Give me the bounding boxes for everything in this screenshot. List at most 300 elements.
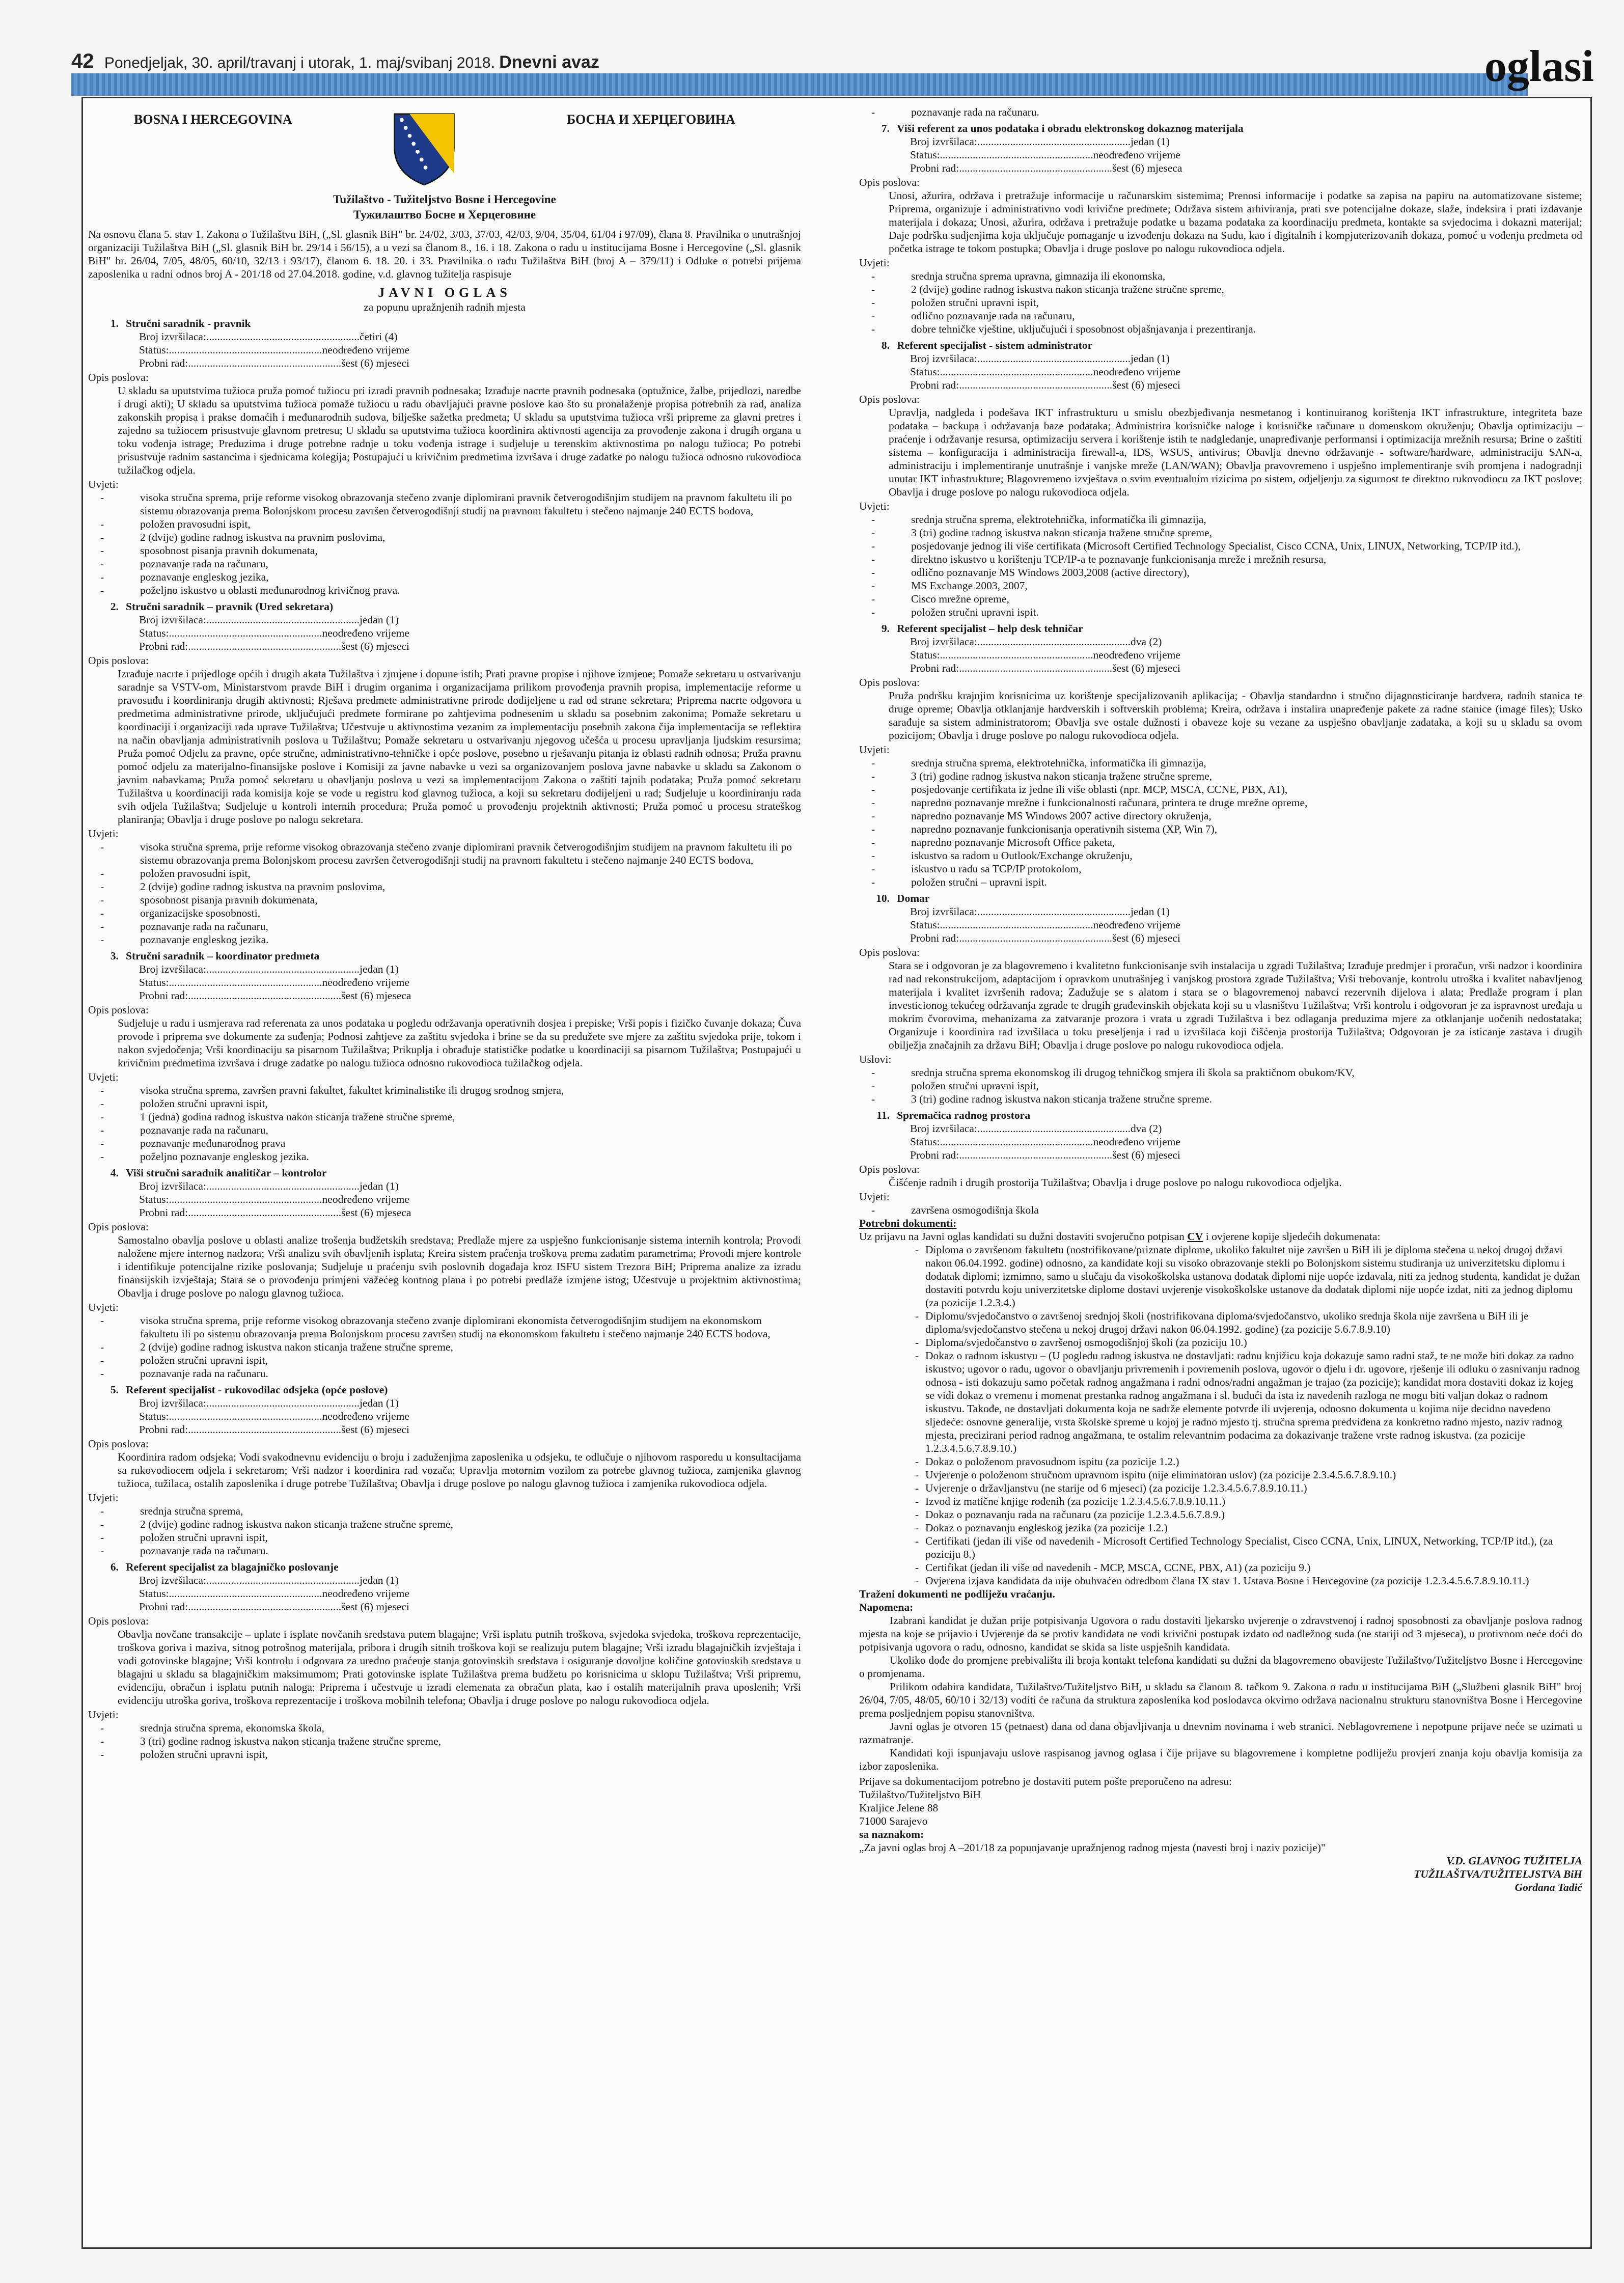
condition-item: - iskustvo u radu sa TCP/IP protokolom, <box>859 862 1582 875</box>
duties-text: Koordinira radom odsjeka; Vodi svakodnevnu evidenciju o broju i zaduženjima zaposlenika u odsjeku, te odlučuje o njihovom rasporedu u konsultacijama sa rukovodiocem odjela i sekretarom; Vrši nadzor i koordinira rad vozača; Upravlja motornim vozilom za potrebe glavnog tužioca, zamjenika glavnog tužioca, tužilaca, ostalih zaposlenika i druge potrebe Tužilaštva; Obavlja i druge poslove po nalogu glavnog tužioca i zamjenika rukovodioca odjela. <box>118 1451 801 1490</box>
position-count-value: jedan (1) <box>1130 135 1170 148</box>
address-line: Tužilaštvo/Tužiteljstvo BiH <box>859 1789 981 1801</box>
ad-subtitle: za popunu upražnjenih radnih mjesta <box>364 301 526 314</box>
note-paragraph: Ukoliko dođe do promjene prebivališta ili broja kontakt telefona kandidati su dužni da blagovremeno obavijeste Tužilaštvo/Tužiteljstvo Bosne i Hercegovine o promjenama. <box>859 1654 1582 1680</box>
position-status-value: neodređeno vrijeme <box>322 627 409 640</box>
leader-dots: ........................................................ <box>169 344 322 356</box>
job-ad <box>81 97 1592 2249</box>
position-probation-value: šest (6) mjeseci <box>1112 662 1180 674</box>
position-number: 7. <box>881 122 890 134</box>
leader-dots: ........................................................ <box>940 1136 1093 1148</box>
position-status-value: neodređeno vrijeme <box>322 1410 409 1423</box>
leader-dots: ........................................................ <box>206 331 360 343</box>
position-count <box>859 135 1582 148</box>
condition-item: - sposobnost pisanja pravnih dokumenata, <box>88 544 801 557</box>
issue-date: Ponedjeljak, 30. april/travanj i utorak, 1. maj/svibanj 2018. <box>104 54 495 71</box>
leader-dots: ........................................................ <box>188 989 342 1002</box>
position-status-value: neodređeno vrijeme <box>1093 649 1180 661</box>
document-item: - Izvod iz matične knjige rođenih (za pozicije 1.2.3.4.5.6.7.8.9.10.11.) <box>859 1495 1582 1508</box>
position-heading <box>859 622 1582 635</box>
duties-text: Obavlja novčane transakcije – uplate i isplate novčanih sredstava putem blagajne; Vrši isplatu putnih troškova, svjedoka svjedoka, troškova reprezentacije, troškova goriva i maziva, sitnog potrošnog materijala, pribora i drugih sitnih troškova koji se realizuju putem blagajne; Vrši izradu blagajničkih izvještaja i vodi gotovinske blagajne; Vrši kontrolu i odgovara za uredno praćenje stanja gotovinskih sredstava i osiguranje dovoljne količine gotovinskih sredstava u blagajni u skladu sa blagajničkim maksimumom; Prati gotovinske isplate Tužilaštva prema budžetu po korisnicima u sklopu Tužilaštva; Vrši pripremu, evidenciju, obračun i isplatu putnih naloga; Priprema i učestvuje u izradi elemenata za obračun plata, kao i ostalih materijalnih prava uposlenih; Vrši evidenciju utroška goriva, troškova reprezentacije i troškova mobilnih telefona; Obavlja i druge poslove po nalogu rukovodioca odjela. <box>118 1628 801 1707</box>
condition-item: - poznavanje rada na računaru. <box>88 1367 801 1380</box>
condition-item: - položen stručni upravni ispit, <box>88 1748 801 1761</box>
position-status <box>859 918 1582 931</box>
position-status-label: Status: <box>910 366 940 378</box>
position-probation-label: Probni rad: <box>139 1423 188 1436</box>
conditions-list <box>859 1066 1582 1106</box>
legal-basis: Na osnovu člana 5. stav 1. Zakona o Tužilaštvu BiH, („Sl. glasnik BiH" br. 24/02, 3/03, 37/03, 42/03, 9/04, 35/04, 61/04 i 97/09), člana 8. Pravilnika o unutrašnjoj organizaciji Tužilaštva BiH („Sl. glasnik BiH br. 29/14 i 56/15), a u vezi sa članom 8., 16. i 18. Zakona o radu u institucijama Bosne i Hercegovine („Sl. glasnik BiH" br. 26/04, 7/05, 48/05, 60/10, 32/13 i 93/17), članom 6. 18. 20. i 33. Pravilnika o radu Tužilaštva BiH (broj A – 379/11) i Odluke o potrebi prijema zaposlenika u radni odnos broj A - 201/18 od 27.04.2018. godine, v.d. glavnog tužitelja raspisuje <box>88 228 801 280</box>
condition-item: - 3 (tri) godine radnog iskustva nakon sticanja tražene stručne spreme, <box>859 769 1582 783</box>
position-status <box>859 648 1582 662</box>
position-status <box>859 365 1582 378</box>
position-count-label: Broj izvršilaca: <box>139 1574 206 1587</box>
institution-latin: Tužilaštvo - Tužiteljstvo Bosne i Hercegovine <box>333 193 556 206</box>
position-heading <box>859 892 1582 905</box>
section-title: oglasi <box>1484 42 1594 91</box>
conditions-list <box>859 756 1582 889</box>
page-header <box>71 41 1594 92</box>
condition-item: - dobre tehničke vještine, uključujući i sposobnost objašnjavanja i prezentiranja. <box>859 322 1582 336</box>
leader-dots: ........................................................ <box>169 627 322 640</box>
document-item: - Certifikati (jedan ili više od navedenih - Microsoft Certified Technology Specialist, Cisco CCNA, Unix, LINUX, Networking, TCP/IP itd.), (za poziciju 8.) <box>859 1534 1582 1561</box>
position-count-value: jedan (1) <box>359 1574 399 1587</box>
position-count <box>88 613 801 626</box>
conditions-list <box>859 1203 1582 1217</box>
position-count <box>88 330 801 343</box>
position-title: Domar <box>897 892 930 904</box>
conditions-list <box>88 1504 801 1557</box>
condition-item: - visoka stručna sprema, prije reforme visokog obrazovanja stečeno zvanje diplomirani ekonomista četverogodišnjim studijem na ekonomskom fakultetu ili po sistemu obrazovanja prema Bolonjskom procesu završen studij na ekonomskom fakultetu i stečeno najmanje 240 ECTS bodova, <box>88 1314 801 1340</box>
position-count-label: Broj izvršilaca: <box>139 963 206 976</box>
position-probation <box>859 931 1582 945</box>
position-probation-label: Probni rad: <box>910 932 959 944</box>
duties-text: Samostalno obavlja poslove u oblasti analize trošenja budžetskih sredstava; Predlaže mjere za uspješno funkcionisanje sistema internih kontrola; Provodi naložene mjere internog nadzora; Vrši analizu svih obavljenih isplata; Kreira sistem praćenja troškova prema zadatim parametrima; Provodi mjere kontrole i identifikuje potencijalne rizike poslovanja; Sudjeluje u praćenju svih poslovnih događaja kroz ISFU sistem Trezora BiH; Priprema analize za izradu finansijskih izvještaja; Stara se o provođenju primjeni važećeg kontnog plana i po potrebi predlaže izmjene istog; Učestvuje u projektnim aktivnostima; Obavlja i druge poslove po nalogu glavnog tužioca. <box>118 1234 801 1300</box>
position-probation-value: šest (6) mjeseci <box>1112 932 1180 944</box>
position-number: 9. <box>881 622 890 635</box>
condition-item: - napredno poznavanje funkcionisanja operativnih sistema (XP, Win 7), <box>859 822 1582 836</box>
condition-item: - položen stručni upravni ispit. <box>859 606 1582 619</box>
duties-text: Stara se i odgovoran je za blagovremeno i kvalitetno funkcionisanje svih instalacija u zgradi Tužilaštva; Izrađuje predmjer i proračun, vrši nadzor i koordinira rad nad rekonstrukcijom, adaptacijom i opravkom unutrašnjeg i vanjskog prostora zgrade Tužilaštva; Vrši trebovanje, kontrolu utroška i kvalitet nabavljenog materijala i kvalitet izvršenih radova; Zadužuje se s alatom i stara se o blagovremenoj nabavci rezervnih dijelova i alata; Predlaže program i plan investicionog tekućeg održavanja zgrade te drugih građevinskih objekata koji su u vlasništvu Tužilaštva; Vrši kontrolu i odgovoran je za ispravnost uređaja u mokrim čvorovima, mehanizama za zatvaranje prozora i vrata u zgradi Tužilaštva i bez odlaganja preduzima mjere za otklanjanje uočenih nedostataka; Organizuje i koordinira rad izvršilaca u toku preseljenja i rad u izvršilaca koji čišćenja prostorija Tužilaštva; Odgovoran je za isticanje zastava i drugih obilježja značajnih za državu BiH; Obavlja i druge poslove po nalogu rukovodioca odjela. <box>889 959 1582 1051</box>
condition-item: - Cisco mrežne opreme, <box>859 592 1582 606</box>
position-probation-value: šest (6) mjeseca <box>341 989 411 1002</box>
notes-heading: Napomena: <box>859 1601 914 1613</box>
position-probation-label: Probni rad: <box>910 662 959 674</box>
position-block <box>859 1109 1582 1217</box>
position-block <box>859 339 1582 619</box>
position-count <box>88 962 801 976</box>
continued-conditions <box>859 105 1582 119</box>
condition-item: - direktno iskustvo u korištenju TCP/IP-a te poznavanje funkcionisanja mreže i mrežnih resursa, <box>859 553 1582 566</box>
leader-dots: ........................................................ <box>977 352 1131 365</box>
position-count-value: jedan (1) <box>359 1397 399 1410</box>
position-count-value: jedan (1) <box>1130 905 1170 918</box>
leader-dots: ........................................................ <box>169 1193 322 1206</box>
condition-item: - poznavanje rada na računaru. <box>859 105 1582 119</box>
condition-item: - srednja stručna sprema, <box>88 1504 801 1518</box>
position-status-value: neodređeno vrijeme <box>1093 919 1180 931</box>
position-probation-value: šest (6) mjeseci <box>341 357 409 370</box>
leader-dots: ........................................................ <box>959 1149 1113 1161</box>
position-count <box>859 352 1582 365</box>
notes <box>859 1614 1582 1773</box>
position-count-label: Broj izvršilaca: <box>910 1122 977 1135</box>
position-status-value: neodređeno vrijeme <box>322 1193 409 1206</box>
institution-name <box>88 192 801 223</box>
position-block <box>88 1560 801 1761</box>
position-count <box>88 1574 801 1587</box>
position-probation <box>859 378 1582 392</box>
leader-dots: ........................................................ <box>977 1122 1131 1135</box>
position-heading <box>859 122 1582 135</box>
leader-dots: ........................................................ <box>940 366 1093 378</box>
document-item: - Dokaz o položenom pravosudnom ispitu (za pozicije 1.2.) <box>859 1455 1582 1468</box>
leader-dots: ........................................................ <box>188 357 342 370</box>
position-status <box>88 626 801 640</box>
positions-right <box>859 122 1582 1217</box>
document-item: - Dokaz o poznavanju engleskog jezika (za pozicije 1.2.) <box>859 1521 1582 1534</box>
positions-left <box>88 317 801 1761</box>
country-latin: BOSNA I HERCEGOVINA <box>134 112 292 127</box>
leader-dots: ........................................................ <box>188 1601 342 1613</box>
envelope-label: sa naznakom: <box>859 1828 924 1840</box>
condition-item: - posjedovanje jednog ili više certifikata (Microsoft Certified Technology Specialist, Cisco CCNA, Unix, LINUX, Networking, TCP/IP itd.), <box>859 539 1582 553</box>
newspaper-name: Dnevni avaz <box>499 52 599 72</box>
duties-text: Izrađuje nacrte i prijedloge općih i drugih akata Tužilaštva i zjmjene i dopune istih; Prati pravne propise i njihove izmjene; Pomaže sekretaru u ostvarivanju saradnje sa VSTV-om, Ministarstvom pravde BiH i drugim organima i organizacijama prilikom provođenja pravnih propisa, implementacije reforme u pravosuđu i koordiniranja drugih aktivnosti; Rješava predmete administrativne prirode dodijeljene u rad od strane sekretara; Priprema nacrte odgovora u predmetima administrativne prirode, uključujući predmete formirane po zahtjevima podnesenim u skladu sa posebnim zakonima; Pomaže sekretaru u koordinaciji i organizaciji rada uprave Tužilaštva; Učestvuje u aktivnostima vezanim za implementaciju posebnih zakona čija implementacija se reflektira na način obavljanja administrativnih poslova u Tužilaštvu; Pomaže sekretaru u ostvarivanju njegovog učešća u procesu upravljanja ljudskim resursima; Pruža pomoć Odjelu za pravne, opće stručne, administrativno-tehničke i opće poslove, posebno u rješavanju pitanja iz oblasti radnih odnosa; Pruža pravnu pomoć odjelu za materijalno-finansijske poslove i Komisiji za javne nabavke u vezi sa organizovanjem poslova javne nabavke u skladu sa Zakonom o javnim nabavkama; Pruža pomoć sekretaru u obavljanju poslova u vezi sa implementacijom Zakona o zaštiti tajnih podataka; Pruža pomoć sekretaru Tužilaštva u koordinaciji rada komisija koje se vode u registru kod glavnog tužioca, a koji su sekretaru dodijeljeni u rad; Sudjeluje u koordiniranju rada svih odjela Tužilaštva; Sudjeluje u kontroli internih procedura; Pruža pomoć u provođenju projektnih aktivnosti; Pruža pomoć u procesu strateškog planiranja; Obavlja i druge poslove po nalogu sekretara. <box>118 668 801 826</box>
docs-intro <box>859 1230 1582 1243</box>
conditions-label: Uslovi: <box>859 1053 892 1065</box>
conditions-label: Uvjeti: <box>859 500 890 512</box>
conditions-list <box>88 491 801 597</box>
duties-label: Opis poslova: <box>859 676 920 689</box>
send-intro: Prijave sa dokumentacijom potrebno je dostaviti putem pošte preporučeno na adresu: <box>859 1775 1232 1787</box>
condition-item: - srednja stručna sprema, elektrotehnička, informatička ili gimnazija, <box>859 756 1582 769</box>
condition-item: - napredno poznavanje MS Windows 2007 active directory okruženja, <box>859 809 1582 822</box>
position-status-label: Status: <box>910 149 940 161</box>
position-status-label: Status: <box>910 919 940 931</box>
position-heading <box>88 1166 801 1179</box>
note-paragraph: Javni oglas je otvoren 15 (petnaest) dana od dana objavljivanja u dnevnim novinama i web stranici. Neblagovremene i nepotpune prijave neće se uzimati u razmatranje. <box>859 1720 1582 1746</box>
duties-label: Opis poslova: <box>88 371 149 384</box>
condition-item: - 1 (jedna) godina radnog iskustva nakon sticanja tražene stručne spreme, <box>88 1110 801 1123</box>
position-title: Spremačica radnog prostora <box>897 1109 1030 1121</box>
condition-item: - poželjno iskustvo u oblasti međunarodnog krivičnog prava. <box>88 584 801 597</box>
duties-label: Opis poslova: <box>859 176 920 188</box>
position-heading <box>88 1560 801 1574</box>
duties-text: Pruža podršku krajnjim korisnicima uz korištenje specijalizovanih aplikacija; - Obavlja standardno i stručno dijagnosticiranje hardvera, radnih stanica te druge opreme; Obavlja otklanjanje hardverskih i softverskih problema; Kreira, održava i instalira unapređenje pakete za radne stanice (image files); Usko sarađuje sa sistem administratorom; Obavlja sve ostale dužnosti i obaveze koje su vezane za uspješno obavljanje zadataka, a koji su u skladu sa ovom pozicijom; Obavlja i druge poslove po nalogu rukovodioca odjela. <box>889 690 1582 741</box>
position-block <box>859 622 1582 889</box>
note-paragraph: Izabrani kandidat je dužan prije potpisivanja Ugovora o radu dostaviti ljekarsko uvjerenje o zdravstvenoj i radnoj sposobnosti za obavljanje poslova radnog mjesta na koje se prijavio i Uvjerenje da se protiv kandidata ne vodi krivični postupak izdato od nadležnog suda (ne stariji od 3 mjeseca), u protivnom neće doći do potpisivanja ugovora o radu, odnosno, kandidat se skida sa liste uspješnih kandidata. <box>859 1614 1582 1653</box>
position-probation <box>859 161 1582 175</box>
position-status-label: Status: <box>139 1587 169 1600</box>
position-block <box>859 122 1582 336</box>
condition-item: - poznavanje rada na računaru. <box>88 1544 801 1557</box>
conditions-label: Uvjeti: <box>859 744 890 756</box>
leader-dots: ........................................................ <box>206 1397 360 1410</box>
duties-label: Opis poslova: <box>88 1438 149 1450</box>
position-status <box>88 1193 801 1206</box>
position-status-label: Status: <box>139 1410 169 1423</box>
position-status <box>88 976 801 989</box>
position-status <box>859 148 1582 161</box>
position-count-label: Broj izvršilaca: <box>139 331 206 343</box>
condition-item: - srednja stručna sprema, ekonomska škola, <box>88 1721 801 1735</box>
position-probation-label: Probni rad: <box>139 989 188 1002</box>
position-number: 3. <box>110 950 119 962</box>
condition-item: - posjedovanje certifikata iz jedne ili više oblasti (npr. MCP, MSCA, CCNE, PBX, A1), <box>859 783 1582 796</box>
conditions-label: Uvjeti: <box>88 1301 119 1314</box>
position-probation <box>859 662 1582 675</box>
conditions-label: Uvjeti: <box>88 828 119 840</box>
leader-dots: ........................................................ <box>959 379 1113 391</box>
country-cyrillic: БОСНА И ХЕРЦЕГОВИНА <box>567 112 735 127</box>
position-count-label: Broj izvršilaca: <box>910 352 977 365</box>
conditions-label: Uvjeti: <box>88 478 119 491</box>
coat-of-arms-icon <box>391 111 457 187</box>
left-column <box>88 105 801 2240</box>
position-probation <box>859 1148 1582 1162</box>
condition-item: - iskustvo sa radom u Outlook/Exchange okruženju, <box>859 849 1582 862</box>
condition-item: - srednja stručna sprema, elektrotehnička, informatička ili gimnazija, <box>859 513 1582 526</box>
document-item: - Dokaz o poznavanju rada na računaru (za pozicije 1.2.3.4.5.6.7.8.9.) <box>859 1508 1582 1521</box>
leader-dots: ........................................................ <box>959 162 1113 174</box>
signature-name: Gordana Tadić <box>1515 1881 1582 1893</box>
duties-label: Opis poslova: <box>88 654 149 667</box>
position-block <box>88 600 801 946</box>
position-probation-label: Probni rad: <box>910 379 959 391</box>
document-item: - Ovjerena izjava kandidata da nije obuhvaćen odredbom člana IX stav 1. Ustava Bosne i Hercegovine (za pozicije 1.2.3.4.5.6.7.8.9.10.11.) <box>859 1574 1582 1587</box>
leader-dots: ........................................................ <box>206 1574 360 1587</box>
position-count-label: Broj izvršilaca: <box>910 636 977 648</box>
position-probation-value: šest (6) mjeseci <box>1112 1149 1180 1161</box>
condition-item: - 2 (dvije) godine radnog iskustva nakon sticanja tražene stručne spreme, <box>88 1518 801 1531</box>
docs-intro-tail: i ovjerene kopije sljedećih dokumenata: <box>1203 1230 1381 1243</box>
conditions-list <box>88 840 801 946</box>
leader-dots: ........................................................ <box>977 135 1131 148</box>
position-block <box>88 1383 801 1557</box>
position-status <box>88 343 801 356</box>
duties-label: Opis poslova: <box>859 393 920 405</box>
condition-item: - poznavanje rada na računaru, <box>88 557 801 570</box>
position-count-value: jedan (1) <box>1130 352 1170 365</box>
condition-item: - položen pravosudni ispit, <box>88 867 801 880</box>
condition-item: - položen stručni – upravni ispit. <box>859 875 1582 889</box>
condition-item: - položen pravosudni ispit, <box>88 517 801 531</box>
leader-dots: ........................................................ <box>188 1206 342 1219</box>
position-heading <box>88 1383 801 1396</box>
document-item: - Uvjerenje o položenom stručnom upravnom ispitu (nije eliminatoran uslov) (za pozicije 2.3.4.5.6.7.8.9.10.) <box>859 1468 1582 1481</box>
position-probation-label: Probni rad: <box>910 1149 959 1161</box>
position-count-label: Broj izvršilaca: <box>910 135 977 148</box>
condition-item: - visoka stručna sprema, prije reforme visokog obrazovanja stečeno zvanje diplomirani pravnik četverogodišnjim studijem na pravnom fakultetu ili po sistemu obrazovanja prema Bolonjskom procesu završen četverogodišnji studij na pravnom fakultetu i stečeno najmanje 240 ECTS bodova, <box>88 491 801 517</box>
position-title: Viši stručni saradnik analitičar – kontrolor <box>126 1167 327 1179</box>
document-item: - Dokaz o radnom iskustvu – (U pogledu radnog iskustva ne dostavljati: radnu knjižicu koja dokazuje samo radni staž, te ne može biti dokaz za radno iskustvo; ugovor o radu, ugovor o obavljanju privremenih i povremenih poslova, ugovor o djelu i dr. ugovore, rješenje ili odluku o zasnivanju radnog odnosa - isti dokazuju samo početak radnog angažmana i radni odnos/radni angažman je trajao (za pozicije); kandidat mora dostaviti dokaz iz kojeg se vidi dokaz o vremenu i momenat prestanka radnog angažmana i sl. budući da ista iz navedenih razloga ne mogu biti valjan dokaz o radnom iskustvu. Takođe, ne dostavljati dokumenta koja ne sadrže elemente potvrde ili uvjerenja, odnosno dokumenta u kojima nije decidno navedeno sljedeće: osnovne generalije, vrsta školske spreme u kojoj je radno mjesto tj. stručna sprema predviđena za konkretno radno mjesto, naziv radnog mjesta, precizirani period radnog angažmana, te ostalim relevantnim podacima za dokazivanje tražene vrste radnog iskustva. (za pozicije 1.2.3.4.5.6.7.8.9.10.) <box>859 1349 1582 1455</box>
position-probation-label: Probni rad: <box>139 1206 188 1219</box>
document-item: - Diplomu/svjedočanstvo o završenoj srednjoj školi (nostrifikovana diploma/svjedočanstvo, ukoliko srednja škola nije završena u BiH ili je diploma/svjedočanstvo stečena u nekoj drugoj državi nakon 06.04.1992. godine) (za pozicije 5.6.7.8.9.10) <box>859 1309 1582 1336</box>
condition-item: - poželjno poznavanje engleskog jezika. <box>88 1150 801 1163</box>
condition-item: - 2 (dvije) godine radnog iskustva nakon sticanja tražene stručne spreme, <box>88 1340 801 1354</box>
condition-item: - 2 (dvije) godine radnog iskustva nakon sticanja tražene stručne spreme, <box>859 283 1582 296</box>
position-probation-label: Probni rad: <box>139 1601 188 1613</box>
condition-item: - odlično poznavanje MS Windows 2003,2008 (active directory), <box>859 566 1582 579</box>
leader-dots: ........................................................ <box>206 963 360 976</box>
position-number: 6. <box>110 1561 119 1574</box>
position-count <box>88 1179 801 1193</box>
leader-dots: ........................................................ <box>169 1410 322 1423</box>
condition-item: - položen stručni upravni ispit, <box>88 1354 801 1367</box>
position-status <box>88 1587 801 1600</box>
position-probation <box>88 989 801 1002</box>
position-block <box>859 892 1582 1106</box>
condition-item: - poznavanje engleskog jezika. <box>88 933 801 946</box>
conditions-label: Uvjeti: <box>859 257 890 269</box>
position-heading <box>88 949 801 962</box>
condition-item: - visoka stručna sprema, prije reforme visokog obrazovanja stečeno zvanje diplomirani pravnik četverogodišnjim studijem na pravnom fakultetu ili po sistemu obrazovanja prema Bolonjskom procesu završen četverogodišnji studij na pravnom fakultetu i stečeno najmanje 240 ECTS bodova, <box>88 840 801 867</box>
condition-item: - napredno poznavanje mrežne i funkcionalnosti računara, printera te druge mrežne opreme, <box>859 796 1582 809</box>
position-probation <box>88 1423 801 1436</box>
position-status-label: Status: <box>139 344 169 356</box>
leader-dots: ........................................................ <box>188 640 342 653</box>
note-paragraph: Prilikom odabira kandidata, Tužilaštvo/Tužiteljstvo BiH, u skladu sa članom 8. tačkom 9. Zakona o radu u institucijama BiH („Službeni glasnik BiH" broj 26/04, 7/05, 48/05, 60/10 i 32/13) voditi će računa da struktura zaposlenika kod poslodavca okvirno održava nacionalnu strukturu stanovništva Bosne i Hercegovine prema posljednjem popisu stanovništva. <box>859 1681 1582 1719</box>
docs-heading: Potrebni dokumenti: <box>859 1217 957 1229</box>
position-block <box>88 317 801 597</box>
condition-item: - 3 (tri) godine radnog iskustva nakon sticanja tražene stručne spreme. <box>859 1092 1582 1106</box>
documents-list <box>859 1243 1582 1587</box>
document-item: - Uvjerenje o državljanstvu (ne starije od 6 mjeseci) (za pozicije 1.2.3.4.5.6.7.8.9.10.11.) <box>859 1481 1582 1495</box>
signature-title: V.D. GLAVNOG TUŽITELJA <box>1446 1855 1582 1867</box>
position-number: 4. <box>110 1167 119 1179</box>
position-probation-value: šest (6) mjeseca <box>1112 162 1182 174</box>
position-count-value: dva (2) <box>1130 1122 1162 1135</box>
position-title: Stručni saradnik - pravnik <box>126 317 251 330</box>
position-title: Referent specijalist - sistem administrator <box>897 339 1093 351</box>
position-count-label: Broj izvršilaca: <box>139 1180 206 1193</box>
org-heading <box>88 105 801 182</box>
condition-item: - organizacijske sposobnosti, <box>88 906 801 920</box>
document-item: - Certifikat (jedan ili više od navedenih - MCP, MSCA, CCNE, PBX, A1) (za poziciju 9.) <box>859 1561 1582 1574</box>
position-probation <box>88 1600 801 1613</box>
docs-intro-cv: CV <box>1187 1230 1203 1243</box>
conditions-list <box>859 513 1582 619</box>
position-probation-value: šest (6) mjeseci <box>341 1423 409 1436</box>
signature-institution: TUŽILAŠTVA/TUŽITELJSTVA BiH <box>1414 1868 1582 1880</box>
position-status-value: neodređeno vrijeme <box>1093 366 1180 378</box>
institution-cyrillic: Тужилаштво Босне и Херцеговине <box>353 208 536 221</box>
position-status-value: neodređeno vrijeme <box>1093 149 1180 161</box>
position-count <box>859 905 1582 918</box>
position-probation <box>88 640 801 653</box>
position-block <box>88 949 801 1163</box>
duties-text: U skladu sa uputstvima tužioca pruža pomoć tužiocu pri izradi pravnih podnesaka; Izrađuje nacrte pravnih podnesaka (optužnice, žalbe, prijedlozi, naredbe i drugi akti); U skladu sa uputstvima tužioca pomaže tužiocu u radu obavljajući pravne poslove kao što su pronalaženje propisa potrebnih za rad, analiza zakonskih propisa i prakse domaćih i međunarodnih sudova, bilješke sažetka predmeta; U skladu sa uputstvima tužioca vrši pripreme za glavni pretres i zajedno sa tužiocem prisustvuje glavnom pretresu; U skladu sa uputstvima tužioca koordinira aktivnosti agencija za provođenje zakona i drugih organa u toku vođenja istrage; Preduzima i druge potrebne radnje u toku vođenja istrage i sudjeluje u terenskim aktivnostima po nalogu tužioca; Po potrebi prisustvuje radnim sastancima i sjednicama kolegija; Postupajući u krivičnim predmetima izvršava i druge zadatke po nalogu tužioca odnosno rukovodioca tužilačkog odjela. <box>118 384 801 477</box>
position-status-label: Status: <box>910 1136 940 1148</box>
condition-item: - poznavanje rada na računaru, <box>88 920 801 933</box>
position-status-label: Status: <box>139 1193 169 1206</box>
leader-dots: ........................................................ <box>940 649 1093 661</box>
condition-item: - visoka stručna sprema, završen pravni fakultet, fakultet kriminalistike ili drugog srodnog smjera, <box>88 1084 801 1097</box>
address-line: Kraljice Jelene 88 <box>859 1802 939 1814</box>
position-number: 5. <box>110 1384 119 1396</box>
condition-item: - položen stručni upravni ispit, <box>859 296 1582 309</box>
duties-text: Unosi, ažurira, održava i pretražuje informacije u računarskim sistemima; Prenosi informacije i podatke sa zapisa na papiru na automatizovane sisteme; Priprema, organizuje i administrativno vodi krivične predmete; Održava sistem arhiviranja, prati sve potencijalne dokaze, slaže, indeksira i prati izdavanje materijala i dokaza; Unosi, ažurira, održava i pretražuje podatke u bazama podataka za koordinaciju predmeta, kontakte sa svjedocima i dokazni materijal; Daje podršku sudjenjima koja uključuje pomaganje u izvođenju dokaza na Sudu, kao i digitalnih i kompjuterizovanih dokaza, pomoć u vođenju predmeta od početka istrage te tokom postupka; Obavlja i druge poslove po nalogu rukovodioca odjela. <box>889 189 1582 255</box>
position-count <box>859 1122 1582 1135</box>
document-item: - Diploma/svjedočanstvo o završenoj osmogodišnjoj školi (za poziciju 10.) <box>859 1336 1582 1349</box>
leader-dots: ........................................................ <box>940 919 1093 931</box>
position-probation-label: Probni rad: <box>139 357 188 370</box>
position-probation-value: šest (6) mjeseci <box>341 640 409 653</box>
position-title: Stručni saradnik – pravnik (Ured sekretara) <box>126 600 334 613</box>
position-count-value: jedan (1) <box>359 614 399 626</box>
condition-item: - 3 (tri) godine radnog iskustva nakon sticanja tražene stručne spreme, <box>88 1735 801 1748</box>
page-number: 42 <box>71 50 94 72</box>
position-count-value: jedan (1) <box>359 963 399 976</box>
position-probation <box>88 356 801 370</box>
position-count-label: Broj izvršilaca: <box>139 614 206 626</box>
position-count <box>88 1396 801 1410</box>
leader-dots: ........................................................ <box>206 1180 360 1193</box>
position-probation <box>88 1206 801 1219</box>
position-number: 8. <box>881 339 890 351</box>
position-count <box>859 635 1582 648</box>
header-bar <box>71 73 1528 96</box>
conditions-label: Uvjeti: <box>859 1191 890 1203</box>
duties-label: Opis poslova: <box>88 1615 149 1628</box>
condition-item: - napredno poznavanje Microsoft Office paketa, <box>859 836 1582 849</box>
position-status-value: neodređeno vrijeme <box>322 976 409 989</box>
condition-item: - 2 (dvije) godine radnog iskustva na pravnim poslovima, <box>88 880 801 893</box>
conditions-list <box>859 269 1582 336</box>
condition-item: - MS Exchange 2003, 2007, <box>859 579 1582 592</box>
docs-intro-text: Uz prijavu na Javni oglas kandidati su dužni dostaviti svojeručno potpisan <box>859 1230 1188 1243</box>
conditions-list <box>88 1314 801 1380</box>
leader-dots: ........................................................ <box>959 662 1113 674</box>
condition-item: - 2 (dvije) godine radnog iskustva na pravnim poslovima, <box>88 531 801 544</box>
position-status-label: Status: <box>139 976 169 989</box>
leader-dots: ........................................................ <box>169 1587 322 1600</box>
duties-label: Opis poslova: <box>859 946 920 958</box>
address-line: 71000 Sarajevo <box>859 1815 928 1827</box>
position-probation-value: šest (6) mjeseci <box>1112 379 1180 391</box>
condition-item: - položen stručni upravni ispit, <box>88 1097 801 1110</box>
leader-dots: ........................................................ <box>169 976 322 989</box>
position-status-label: Status: <box>910 649 940 661</box>
position-heading <box>88 600 801 613</box>
condition-item: - poznavanje međunarodnog prava <box>88 1137 801 1150</box>
position-count-value: dva (2) <box>1130 636 1162 648</box>
position-status-label: Status: <box>139 627 169 640</box>
condition-item: - 3 (tri) godine radnog iskustva nakon sticanja tražene stručne spreme, <box>859 526 1582 539</box>
position-status <box>88 1410 801 1423</box>
duties-label: Opis poslova: <box>88 1221 149 1233</box>
condition-item: - položen stručni upravni ispit, <box>859 1079 1582 1092</box>
conditions-label: Uvjeti: <box>88 1709 119 1721</box>
condition-item: - srednja stručna sprema ekonomskog ili drugog tehničkog smjera ili škola sa praktičnom obukom/KV, <box>859 1066 1582 1079</box>
position-title: Referent specijalist - rukovodilac odsjeka (opće poslove) <box>126 1384 388 1396</box>
conditions-list <box>88 1721 801 1761</box>
leader-dots: ........................................................ <box>188 1423 342 1436</box>
position-number: 11. <box>876 1109 890 1121</box>
position-probation-label: Probni rad: <box>139 640 188 653</box>
duties-label: Opis poslova: <box>88 1004 149 1016</box>
position-count-value: jedan (1) <box>359 1180 399 1193</box>
condition-item: - završena osmogodišnja škola <box>859 1203 1582 1217</box>
condition-item: - sposobnost pisanja pravnih dokumenata, <box>88 893 801 906</box>
header-dateline <box>71 50 599 73</box>
position-heading <box>859 339 1582 352</box>
position-probation-value: šest (6) mjeseci <box>341 1601 409 1613</box>
position-block <box>88 1166 801 1380</box>
conditions-list <box>88 1084 801 1163</box>
position-probation-label: Probni rad: <box>910 162 959 174</box>
position-status-value: neodređeno vrijeme <box>322 1587 409 1600</box>
